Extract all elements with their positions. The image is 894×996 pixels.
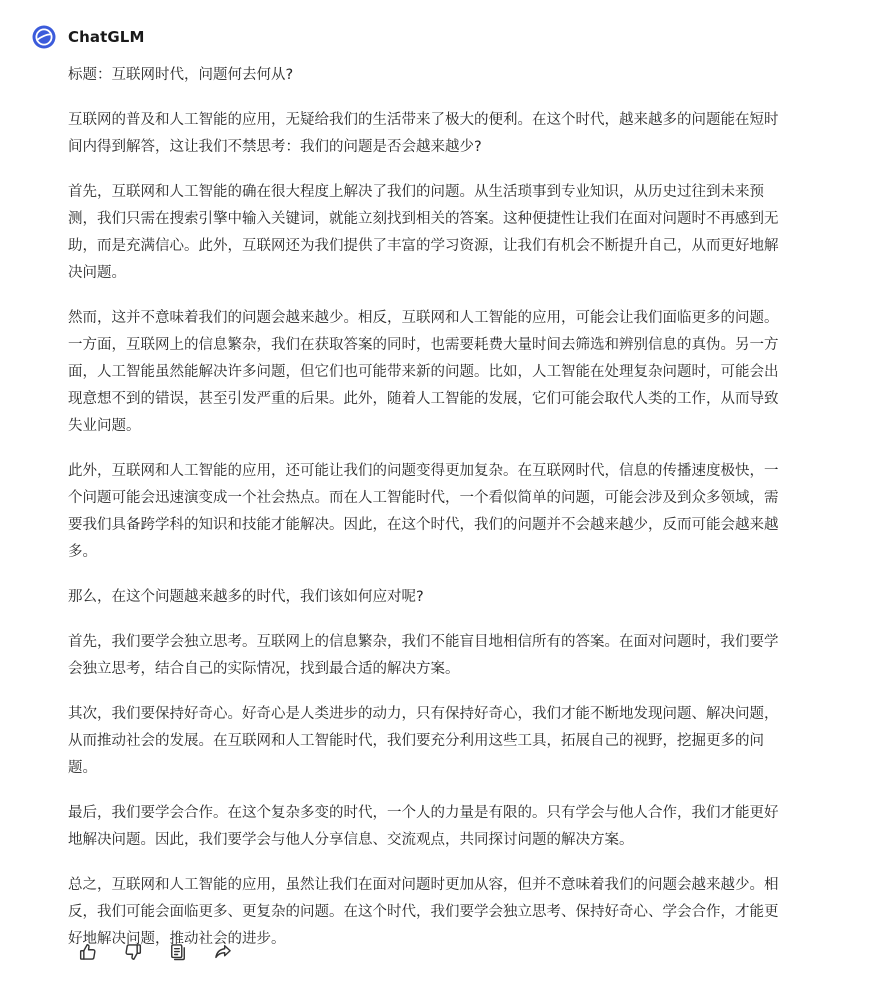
like-button[interactable] [76,940,100,964]
message-paragraph: 然而，这并不意味着我们的问题会越来越少。相反，互联网和人工智能的应用，可能会让我们面临更多的问题。一方面，互联网上的信息繁杂，我们在获取答案的同时，也需要耗费大量时间去筛选和辨别信息的真伪。另一方面，人工智能虽然能解决许多问题，但它们也可能带来新的问题。比如，人工智能在处理复杂问题时，可能会出现意想不到的错误，甚至引发严重的后果。此外，随着人工智能的发展，它们可能会取代人类的工作，从而导致失业问题。 [68,310,779,434]
message-paragraph: 最后，我们要学会合作。在这个复杂多变的时代，一个人的力量是有限的。只有学会与他人合作，我们才能更好地解决问题。因此，我们要学会与他人分享信息、交流观点，共同探讨问题的解决方案。 [68,805,779,848]
message-paragraph: 那么，在这个问题越来越多的时代，我们该如何应对呢? [68,589,424,605]
message-paragraph: 互联网的普及和人工智能的应用，无疑给我们的生活带来了极大的便利。在这个时代，越来越多的问题能在短时间内得到解答，这让我们不禁思考：我们的问题是否会越来越少? [68,112,779,155]
message-actions [76,940,256,964]
message-paragraph: 首先，互联网和人工智能的确在很大程度上解决了我们的问题。从生活琐事到专业知识，从历史过往到未来预测，我们只需在搜索引擎中输入关键词，就能立刻找到相关的答案。这种便捷性让我们在面对问题时不再感到无助，而是充满信心。此外，互联网还为我们提供了丰富的学习资源，让我们有机会不断提升自己，从而更好地解决问题。 [68,184,779,281]
message-content [68,62,790,971]
copy-icon [168,942,188,962]
message-paragraph: 此外，互联网和人工智能的应用，还可能让我们的问题变得更加复杂。在互联网时代，信息的传播速度极快，一个问题可能会迅速演变成一个社会热点。而在人工智能时代，一个看似简单的问题，可能会涉及到众多领域，需要我们具备跨学科的知识和技能才能解决。因此，在这个时代，我们的问题并不会越来越少，反而可能会越来越多。 [68,463,779,560]
message-header [32,24,144,50]
copy-button[interactable] [166,940,190,964]
thumbs-down-icon [123,942,143,962]
thumbs-up-icon [78,942,98,962]
chatglm-logo-icon [32,25,56,49]
share-button[interactable] [211,940,235,964]
app-name: ChatGLM [68,28,145,46]
dislike-button[interactable] [121,940,145,964]
message-paragraph: 总之，互联网和人工智能的应用，虽然让我们在面对问题时更加从容，但并不意味着我们的问题会越来越少。相反，我们可能会面临更多、更复杂的问题。在这个时代，我们要学会独立思考、保持好奇心、学会合作，才能更好地解决问题，推动社会的进步。 [68,877,779,947]
message-paragraph: 其次，我们要保持好奇心。好奇心是人类进步的动力，只有保持好奇心，我们才能不断地发现问题、解决问题，从而推动社会的发展。在互联网和人工智能时代，我们要充分利用这些工具，拓展自己的视野，挖掘更多的问题。 [68,706,779,776]
message-paragraph: 首先，我们要学会独立思考。互联网上的信息繁杂，我们不能盲目地相信所有的答案。在面对问题时，我们要学会独立思考，结合自己的实际情况，找到最合适的解决方案。 [68,634,779,677]
message-title: 标题：互联网时代，问题何去何从? [68,67,294,83]
share-icon [213,942,233,962]
